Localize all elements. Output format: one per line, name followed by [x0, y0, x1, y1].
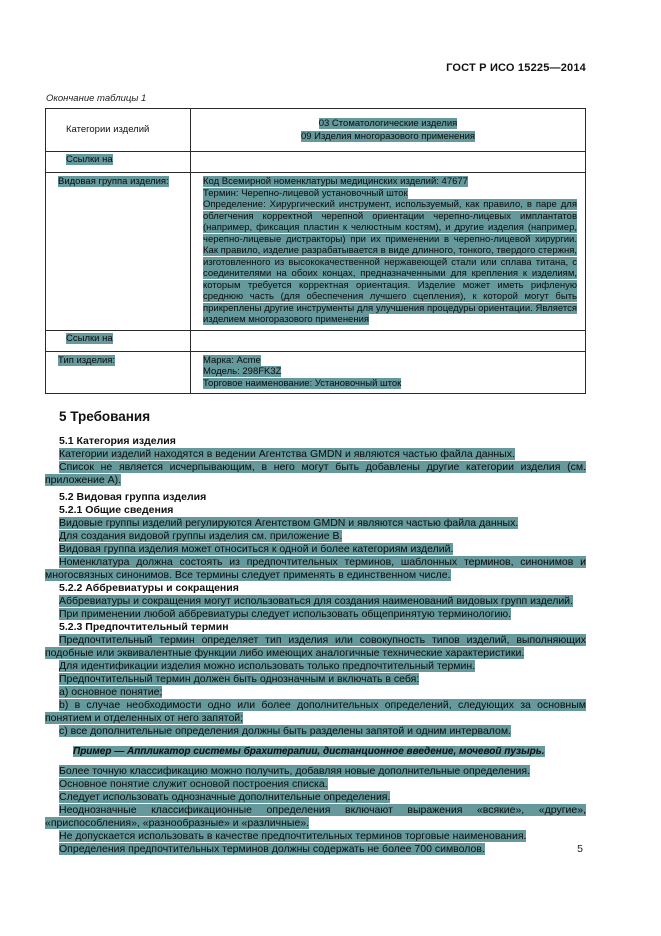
- paragraph: [45, 543, 586, 556]
- highlighted-text: Модель: 298FK3Z: [203, 366, 282, 377]
- heading-5: 5 Требования: [59, 409, 151, 424]
- table-caption: Окончание таблицы 1: [46, 93, 147, 104]
- highlighted-text: c) все дополнительные определения должны быть разделены запятой и одним интервалом.: [59, 725, 511, 737]
- highlighted-text: Предпочтительный термин определяет тип изделия или совокупность типов изделий, выполняющих подобные или эквивалентные функции либо имеющих аналогичные технические характеристики.: [45, 634, 586, 659]
- device-type-content: [191, 351, 586, 394]
- links-label: [46, 330, 191, 351]
- highlighted-text: 03 Стоматологические изделия: [318, 118, 458, 129]
- categories-label: Категории изделий: [46, 109, 191, 152]
- categories-values: [191, 109, 586, 152]
- page-number: 5: [577, 843, 583, 855]
- heading-5-2-1: 5.2.1 Общие сведения: [59, 504, 174, 516]
- heading-5-1: 5.1 Категория изделия: [59, 435, 176, 447]
- paragraph: [45, 778, 586, 791]
- table-row-device-group: [46, 173, 586, 331]
- highlighted-text: Тип изделия:: [58, 354, 116, 366]
- highlighted-text: Видовая группа изделия:: [58, 176, 169, 187]
- paragraph: [45, 765, 586, 778]
- highlighted-text: Следует использовать однозначные дополнительные определения.: [59, 791, 391, 803]
- highlighted-text: Для идентификации изделия можно использовать только предпочтительный термин.: [59, 660, 476, 672]
- highlighted-text: Номенклатура должна состоять из предпочтительных терминов, шаблонных терминов, синонимов и многосвязных синонимов. Все термины следует применять в единственном числе.: [45, 556, 586, 581]
- device-type-label: [46, 351, 191, 394]
- paragraph: [45, 791, 586, 804]
- highlighted-text: a) основное понятие;: [59, 686, 163, 698]
- category-line: [199, 131, 577, 143]
- highlighted-text: Марка: Acme: [203, 354, 261, 366]
- highlighted-text: Ссылки на: [66, 154, 113, 165]
- paragraph: [45, 517, 586, 530]
- highlighted-text: При применении любой аббревиатуры следует использовать общепринятую терминологию.: [59, 608, 512, 620]
- highlighted-text: Категории изделий находятся в ведении Агентства GMDN и являются частью файла данных.: [59, 448, 515, 460]
- product-spec-table: [45, 108, 586, 394]
- highlighted-text: 09 Изделия многоразового применения: [300, 130, 476, 142]
- highlighted-text: Основное понятие служит основой построения списка.: [59, 778, 328, 790]
- heading-5-2-2: 5.2.2 Аббревиатуры и сокращения: [59, 582, 239, 594]
- links-value-empty: [191, 152, 586, 173]
- highlighted-text: Предпочтительный термин должен быть однозначным и включать в себя:: [59, 673, 420, 685]
- highlighted-text: Видовые группы изделий регулируются Агентством GMDN и являются частью файла данных.: [59, 517, 519, 529]
- highlighted-text: Видовая группа изделия может относиться к одной и более категориям изделий.: [59, 543, 454, 555]
- highlighted-text: Термин: Черепно-лицевой установочный шток: [203, 187, 408, 199]
- paragraph: [45, 608, 586, 621]
- paragraph: [45, 843, 586, 856]
- highlighted-text: Код Всемирной номенклатуры медицинских изделий: 47677: [203, 176, 468, 187]
- highlighted-text: Пример — Аппликатор системы брахитерапии, дистанционное введение, мочевой пузырь.: [73, 746, 545, 757]
- paragraph: [45, 830, 586, 843]
- paragraph: [45, 461, 586, 487]
- paragraph: [45, 660, 586, 673]
- highlighted-text: Аббревиатуры и сокращения могут использоваться для создания наименований видовых групп изделий.: [59, 595, 573, 607]
- highlighted-text: Не допускается использовать в качестве предпочтительных терминов торговые наименования.: [59, 830, 527, 842]
- gmdn-code-line: [203, 176, 577, 188]
- device-group-content: [191, 173, 586, 331]
- paragraph: [45, 595, 586, 608]
- trade-name-line: [203, 378, 577, 390]
- highlighted-text: Ссылки на: [66, 332, 113, 344]
- highlighted-text: Неоднозначные классификационные определения включают выражения «всякие», «другие», «приспособления», «разнообразные» и «различные».: [45, 804, 586, 829]
- paragraph: [45, 804, 586, 830]
- highlighted-text: Для создания видовой группы изделия см. приложение В.: [59, 530, 343, 542]
- paragraph: [45, 634, 586, 660]
- table-row-categories: [46, 109, 586, 152]
- paragraph: [45, 673, 586, 686]
- model-line: [203, 366, 577, 378]
- highlighted-text: b) в случае необходимости одно или более дополнительных определений, следующих за основным понятием и отделенных от него запятой;: [45, 699, 586, 724]
- section-requirements: [45, 410, 586, 856]
- definition-text: [203, 199, 577, 326]
- highlighted-text: Определения предпочтительных терминов должны содержать не более 700 символов.: [59, 843, 485, 855]
- list-item-c: [45, 725, 586, 738]
- standard-number: ГОСТ Р ИСО 15225—2014: [446, 62, 586, 74]
- paragraph: [45, 556, 586, 582]
- links-value-empty: [191, 330, 586, 351]
- table-row-links-top: [46, 152, 586, 173]
- list-item-a: [45, 686, 586, 699]
- paragraph: [45, 530, 586, 543]
- highlighted-text: Торговое наименование: Установочный шток: [203, 377, 402, 389]
- highlighted-text: Более точную классификацию можно получить, добавляя новые дополнительные определения.: [59, 765, 530, 777]
- highlighted-text: Список не является исчерпывающим, в него могут быть добавлены другие категории изделия (см. приложение А).: [45, 461, 586, 486]
- paragraph: [45, 448, 586, 461]
- links-label: [46, 152, 191, 173]
- heading-5-2-3: 5.2.3 Предпочтительный термин: [59, 621, 229, 633]
- category-line: [199, 118, 577, 130]
- table-row-links-bottom: [46, 330, 586, 351]
- table-row-device-type: [46, 351, 586, 394]
- device-group-label: [46, 173, 191, 331]
- list-item-b: [45, 699, 586, 725]
- page-content: [45, 62, 586, 856]
- example-block: [59, 745, 586, 758]
- heading-5-2: 5.2 Видовая группа изделия: [59, 491, 207, 503]
- brand-line: [203, 355, 577, 367]
- highlighted-text: Определение: Хирургический инструмент, используемый, как правило, в паре для облегчения корректной черепной ориентации черепно-лицевых имплантатов (например, фиксация пластин к челюстным костям), и другие изделия (например, черепно-лицевые дистракторы) при их применении в черепно-лицевой хирургии. Как правило, изделие разрабатывается в виде длинного, тонкого, твердого стержня, изготовленного из высококачественной нержавеющей стали или сплава титана, с соединителями на обоих концах, предназначенными для крепления к изделиям, которым требуется корректная ориентация. Изделие может иметь рифленую среднюю часть (для обеспечения лучшего сцепления), к которой могут быть прикреплены другие инструменты для улучшения процедуры ориентации. Является изделием многоразового применения: [203, 199, 577, 325]
- term-line: [203, 188, 577, 200]
